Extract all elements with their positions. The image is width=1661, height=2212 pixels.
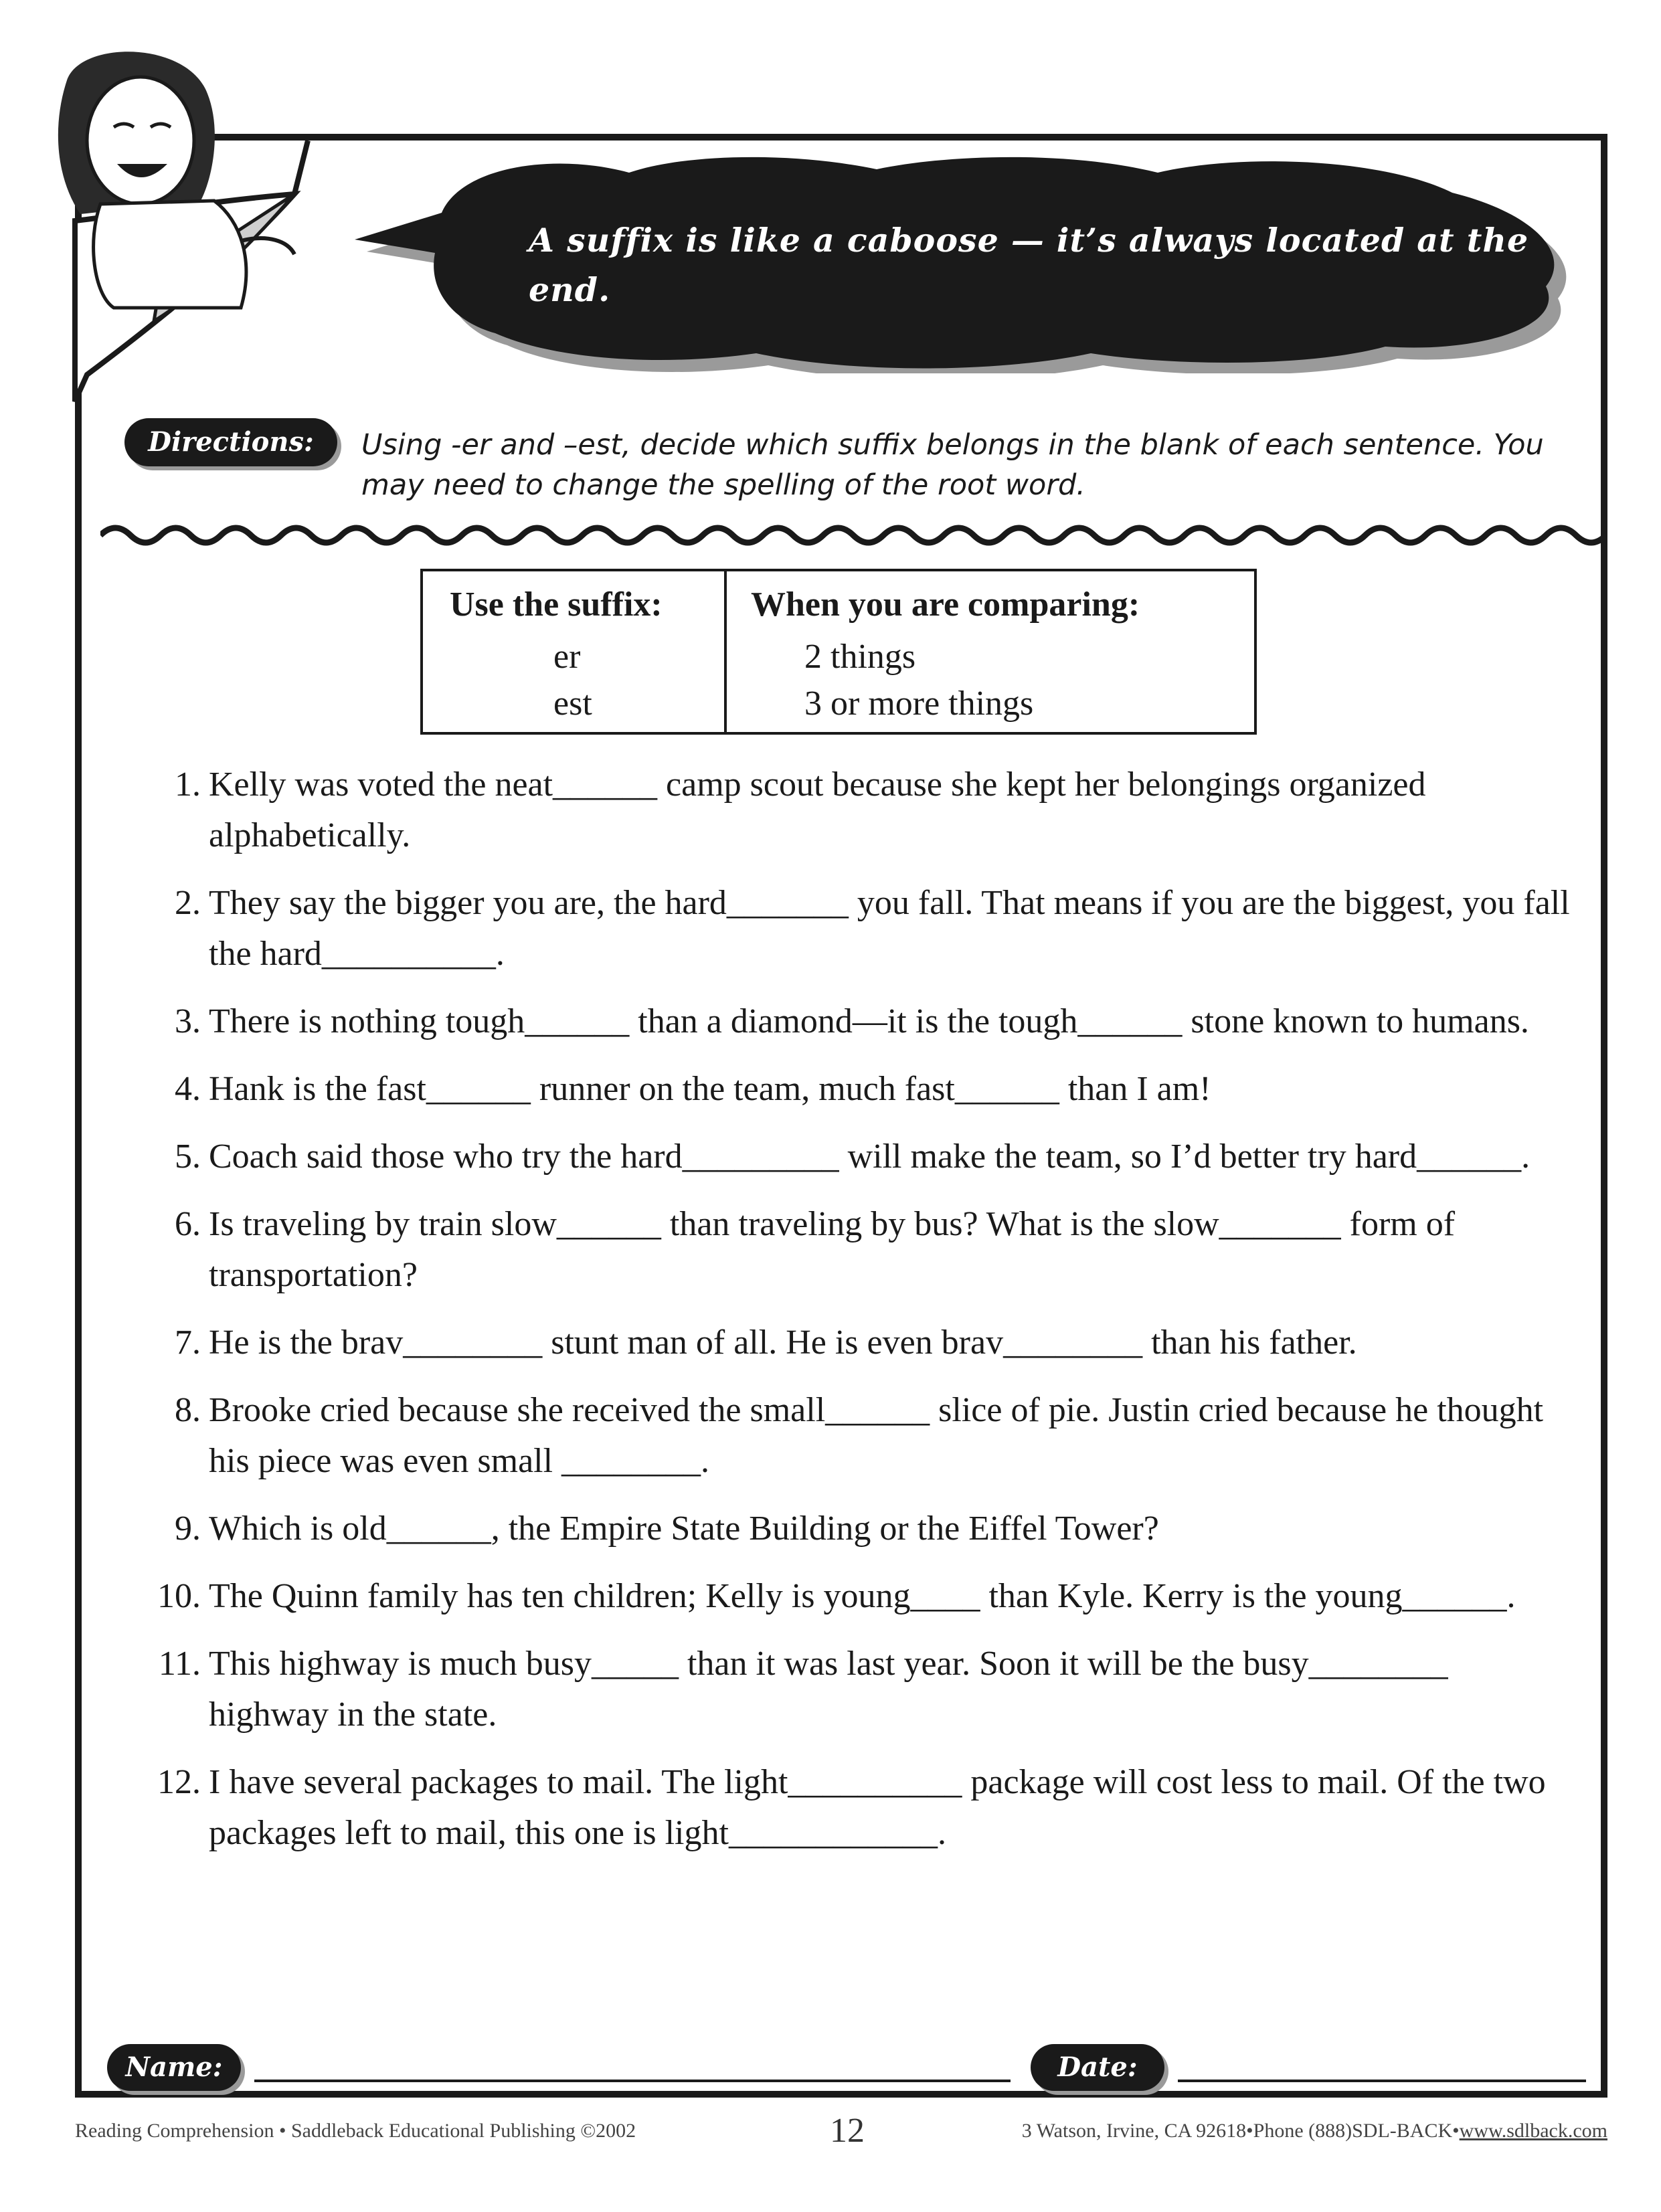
- question-item: [134, 1131, 1573, 1182]
- table-cell-suffix: er: [553, 638, 581, 676]
- question-text: Coach said those who try the hard_________ will make the team, so I’d better try hard______.: [209, 1137, 1531, 1176]
- wavy-divider: [100, 515, 1606, 555]
- question-item: [134, 1571, 1573, 1622]
- footer-publisher: Reading Comprehension • Saddleback Educational Publishing ©2002: [75, 2120, 636, 2142]
- question-item: [134, 1064, 1573, 1115]
- question-number: 11.: [158, 1645, 201, 1683]
- question-number: 5.: [175, 1137, 201, 1176]
- question-text: This highway is much busy_____ than it was last year. Soon it will be the busy________ highway in the state.: [209, 1645, 1448, 1734]
- question-item: [134, 1317, 1573, 1368]
- question-number: 3.: [175, 1002, 201, 1040]
- question-text: Brooke cried because she received the small______ slice of pie. Justin cried because he thought his piece was even small ________.: [209, 1391, 1544, 1480]
- question-item: [134, 1385, 1573, 1487]
- question-text: Is traveling by train slow______ than traveling by bus? What is the slow_______ form of transportation?: [209, 1205, 1456, 1294]
- question-text: There is nothing tough______ than a diamond—it is the tough______ stone known to humans.: [209, 1002, 1529, 1040]
- question-number: 6.: [175, 1205, 201, 1243]
- question-item: [134, 878, 1573, 980]
- table-cell-use: 2 things: [804, 638, 916, 676]
- question-number: 2.: [175, 884, 201, 922]
- directions-text: Using -er and –est, decide which suffix belongs in the blank of each sentence. You may need to change the spelling of the root word.: [361, 428, 1544, 502]
- date-field[interactable]: [1178, 2080, 1586, 2082]
- girl-illustration: [40, 40, 321, 321]
- name-label: Name:: [107, 2044, 241, 2091]
- table-divider: [724, 571, 727, 732]
- footer-website-link[interactable]: www.sdlback.com: [1459, 2120, 1607, 2142]
- question-text: Which is old______, the Empire State Building or the Eiffel Tower?: [209, 1509, 1159, 1548]
- table-header-suffix: Use the suffix:: [450, 585, 663, 624]
- footer-contact: [1022, 2120, 1607, 2142]
- question-text: The Quinn family has ten children; Kelly is young____ than Kyle. Kerry is the young______.: [209, 1577, 1516, 1615]
- date-label: Date:: [1031, 2044, 1164, 2091]
- question-number: 10.: [157, 1577, 201, 1615]
- table-cell-suffix: est: [553, 684, 592, 723]
- question-list: [134, 759, 1573, 1875]
- page-number: 12: [830, 2112, 865, 2150]
- question-item: [134, 1503, 1573, 1554]
- question-number: 4.: [175, 1070, 201, 1108]
- question-text: Hank is the fast______ runner on the team, much fast______ than I am!: [209, 1070, 1211, 1108]
- table-header-comparing: When you are comparing:: [751, 585, 1140, 624]
- question-text: I have several packages to mail. The light__________ package will cost less to mail. Of the two packages left to mail, this one is light____________.: [209, 1763, 1546, 1852]
- tip-text: A suffix is like a caboose — it’s always located at the end.: [529, 221, 1529, 309]
- question-number: 7.: [175, 1323, 201, 1362]
- table-cell-use: 3 or more things: [804, 684, 1034, 723]
- question-item: [134, 1639, 1573, 1740]
- suffix-table: [420, 569, 1257, 735]
- question-number: 8.: [175, 1391, 201, 1429]
- name-field[interactable]: [254, 2080, 1011, 2082]
- question-item: [134, 996, 1573, 1047]
- question-number: 1.: [175, 765, 201, 804]
- question-number: 9.: [175, 1509, 201, 1548]
- question-item: [134, 759, 1573, 861]
- question-text: Kelly was voted the neat______ camp scout because she kept her belongings organized alphabetically.: [209, 765, 1426, 854]
- question-text: They say the bigger you are, the hard_______ you fall. That means if you are the biggest, you fall the hard__________.: [209, 884, 1570, 973]
- footer-address: 3 Watson, Irvine, CA 92618•Phone (888)SDL-BACK•: [1021, 2120, 1460, 2142]
- question-item: [134, 1757, 1573, 1859]
- question-number: 12.: [157, 1763, 201, 1801]
- question-item: [134, 1199, 1573, 1301]
- question-text: He is the brav________ stunt man of all. He is even brav________ than his father.: [209, 1323, 1357, 1362]
- directions-label: Directions:: [124, 418, 337, 466]
